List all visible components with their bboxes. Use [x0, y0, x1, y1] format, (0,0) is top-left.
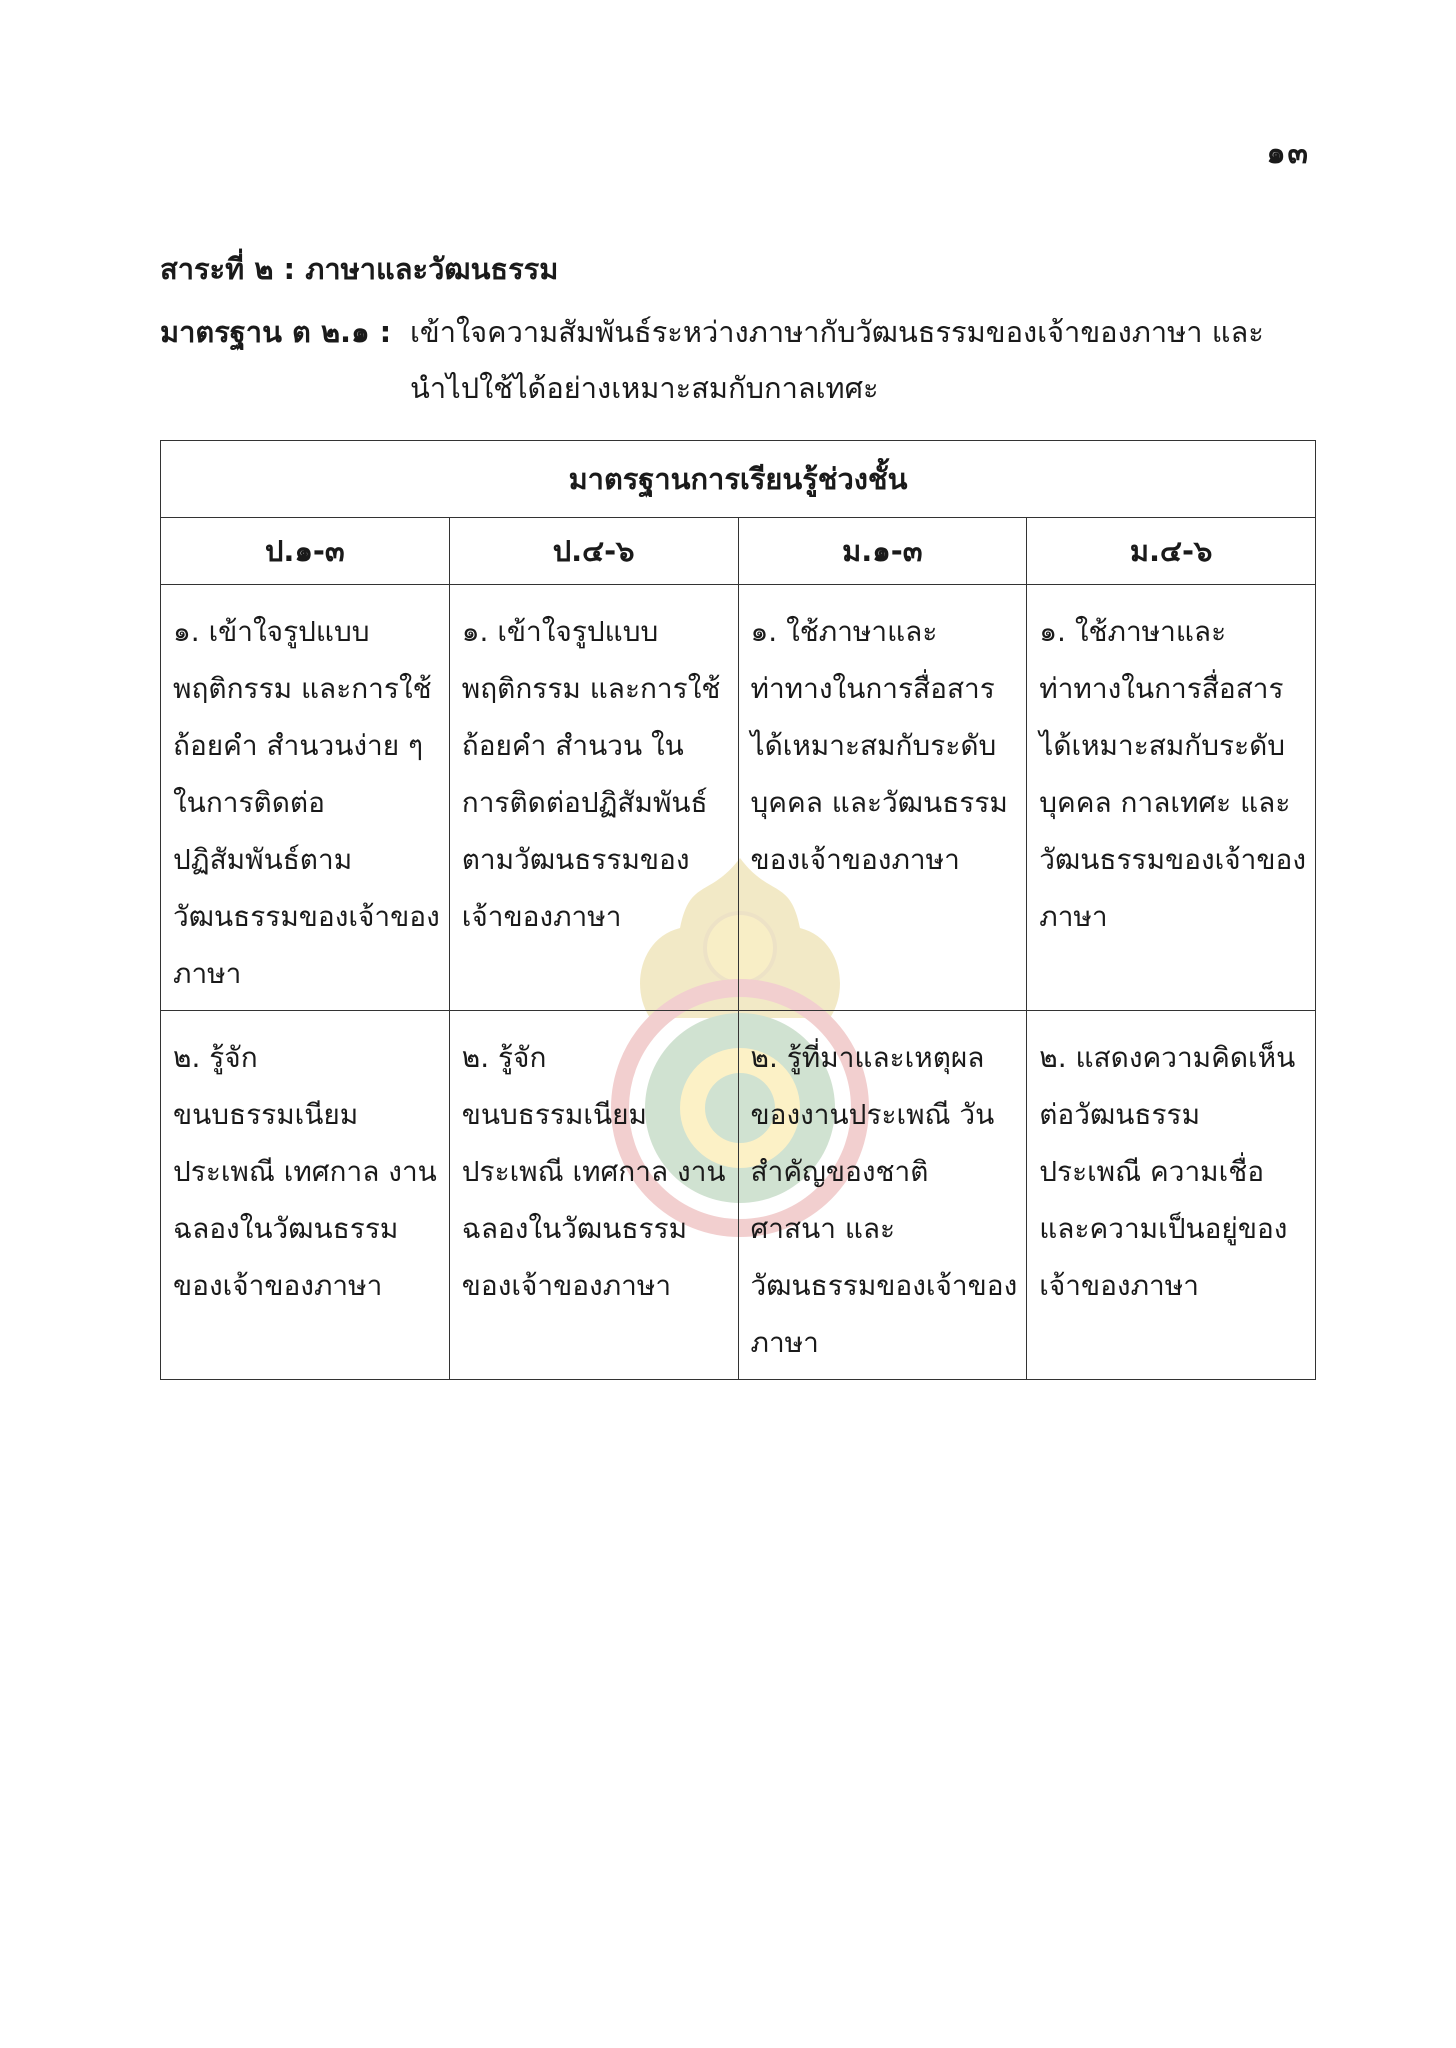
standard-text-line2: นำไปใช้ได้อย่างเหมาะสมกับกาลเทศะ — [410, 371, 879, 405]
table-cell: ๑. เข้าใจรูปแบบพฤติกรรม และการใช้ถ้อยคำ สำนวน ในการติดต่อปฏิสัมพันธ์ตามวัฒนธรรมของเจ้าของภาษา — [449, 585, 738, 1011]
strand-title: สาระที่ ๒ : ภาษาและวัฒนธรรม — [160, 252, 559, 286]
table-title-row — [161, 441, 1316, 518]
standard-statement — [160, 304, 1320, 416]
grade-header-row — [161, 518, 1316, 585]
table-row — [161, 585, 1316, 1011]
table-cell: ๑. เข้าใจรูปแบบพฤติกรรม และการใช้ถ้อยคำ สำนวนง่าย ๆ ในการติดต่อปฏิสัมพันธ์ตามวัฒนธรรมของเจ้าของภาษา — [161, 585, 450, 1011]
standard-label: มาตรฐาน ต ๒.๑ : — [160, 315, 392, 349]
page-number: ๑๓ — [1266, 136, 1310, 171]
column-header-p1-3: ป.๑-๓ — [161, 518, 450, 585]
table-row — [161, 1011, 1316, 1380]
table-cell: ๑. ใช้ภาษาและท่าทางในการสื่อสารได้เหมาะสมกับระดับบุคคล กาลเทศะ และวัฒนธรรมของเจ้าของภาษา — [1027, 585, 1316, 1011]
table-cell: ๒. แสดงความคิดเห็นต่อวัฒนธรรม ประเพณี ความเชื่อ และความเป็นอยู่ของเจ้าของภาษา — [1027, 1011, 1316, 1380]
column-header-m1-3: ม.๑-๓ — [738, 518, 1027, 585]
standard-text-line1: เข้าใจความสัมพันธ์ระหว่างภาษากับวัฒนธรรมของเจ้าของภาษา และ — [410, 315, 1264, 349]
table-cell: ๒. รู้จักขนบธรรมเนียมประเพณี เทศกาล งานฉลองในวัฒนธรรมของเจ้าของภาษา — [449, 1011, 738, 1380]
column-header-p4-6: ป.๔-๖ — [449, 518, 738, 585]
table-cell: ๒. รู้จักขนบธรรมเนียมประเพณี เทศกาล งานฉลองในวัฒนธรรมของเจ้าของภาษา — [161, 1011, 450, 1380]
learning-standards-table — [160, 440, 1316, 1380]
table-cell: ๒. รู้ที่มาและเหตุผลของงานประเพณี วันสำคัญของชาติ ศาสนา และวัฒนธรรมของเจ้าของภาษา — [738, 1011, 1027, 1380]
table-title: มาตรฐานการเรียนรู้ช่วงชั้น — [161, 441, 1316, 518]
column-header-m4-6: ม.๔-๖ — [1027, 518, 1316, 585]
table-cell: ๑. ใช้ภาษาและท่าทางในการสื่อสารได้เหมาะสมกับระดับบุคคล และวัฒนธรรมของเจ้าของภาษา — [738, 585, 1027, 1011]
